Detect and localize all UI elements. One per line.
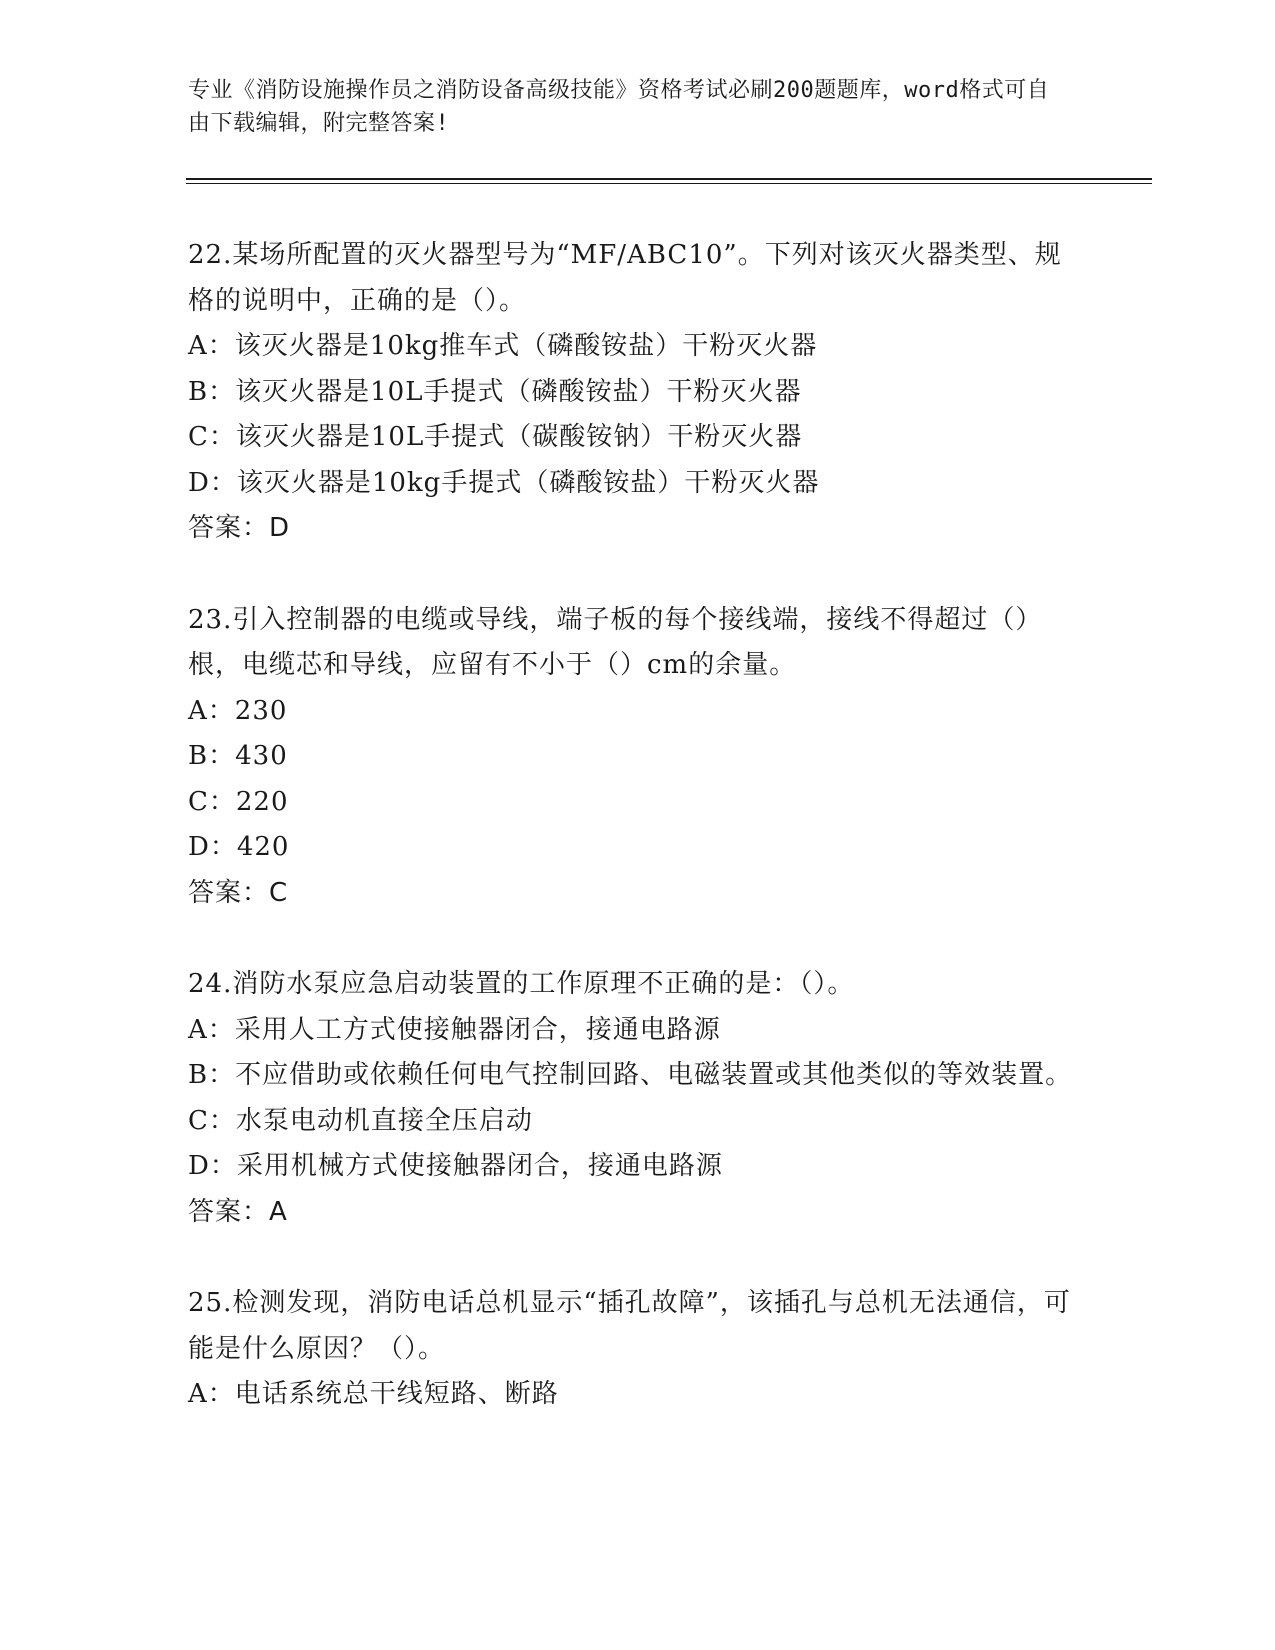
document-header: 专业《消防设施操作员之消防设备高级技能》资格考试必刷200题题库，word格式可自由下载编辑，附完整答案!	[188, 78, 1050, 136]
question-spacer	[188, 916, 1078, 962]
answer: 答案：A	[188, 1196, 288, 1227]
question-22	[188, 233, 1078, 552]
option-c: C：220	[188, 786, 289, 817]
option-d: D：采用机械方式使接触器闭合，接通电路源	[188, 1151, 723, 1181]
option-a: A：230	[188, 695, 288, 726]
question-stem: 24.消防水泵应急启动装置的工作原理不正确的是：（）。	[188, 969, 855, 999]
answer: 答案：D	[188, 513, 291, 543]
question-25	[188, 1281, 1078, 1418]
option-c: C：水泵电动机直接全压启动	[188, 1105, 533, 1136]
option-b: B：不应借助或依赖任何电气控制回路、电磁装置或其他类似的等效装置。	[188, 1060, 1073, 1090]
option-c: C：该灭火器是10L手提式（碳酸铵钠）干粉灭火器	[188, 422, 803, 452]
header-divider-thick	[186, 178, 1152, 180]
question-spacer	[188, 552, 1078, 598]
question-stem: 23.引入控制器的电缆或导线，端子板的每个接线端，接线不得超过（）根，电缆芯和导线，应留有不小于（）cm的余量。	[188, 604, 1043, 680]
option-b: B：430	[188, 741, 288, 771]
option-a: A：电话系统总干线短路、断路	[188, 1379, 559, 1409]
option-b: B：该灭火器是10L手提式（磷酸铵盐）干粉灭火器	[188, 376, 802, 407]
question-stem: 25.检测发现，消防电话总机显示“插孔故障”，该插孔与总机无法通信，可能是什么原因？（）。	[188, 1288, 1071, 1364]
question-spacer	[188, 1235, 1078, 1281]
answer: 答案：C	[188, 877, 289, 908]
question-23	[188, 598, 1078, 917]
option-a: A：该灭火器是10kg推车式（磷酸铵盐）干粉灭火器	[188, 331, 818, 361]
option-a: A：采用人工方式使接触器闭合，接通电路源	[188, 1014, 721, 1045]
question-list	[188, 233, 1078, 1418]
header-divider-thin	[186, 183, 1152, 184]
option-d: D：420	[188, 832, 290, 862]
question-stem: 22.某场所配置的灭火器型号为“MF/ABC10”。下列对该灭火器类型、规格的说明中，正确的是（）。	[188, 240, 1062, 316]
question-24	[188, 962, 1078, 1235]
option-d: D：该灭火器是10kg手提式（磷酸铵盐）干粉灭火器	[188, 467, 820, 498]
